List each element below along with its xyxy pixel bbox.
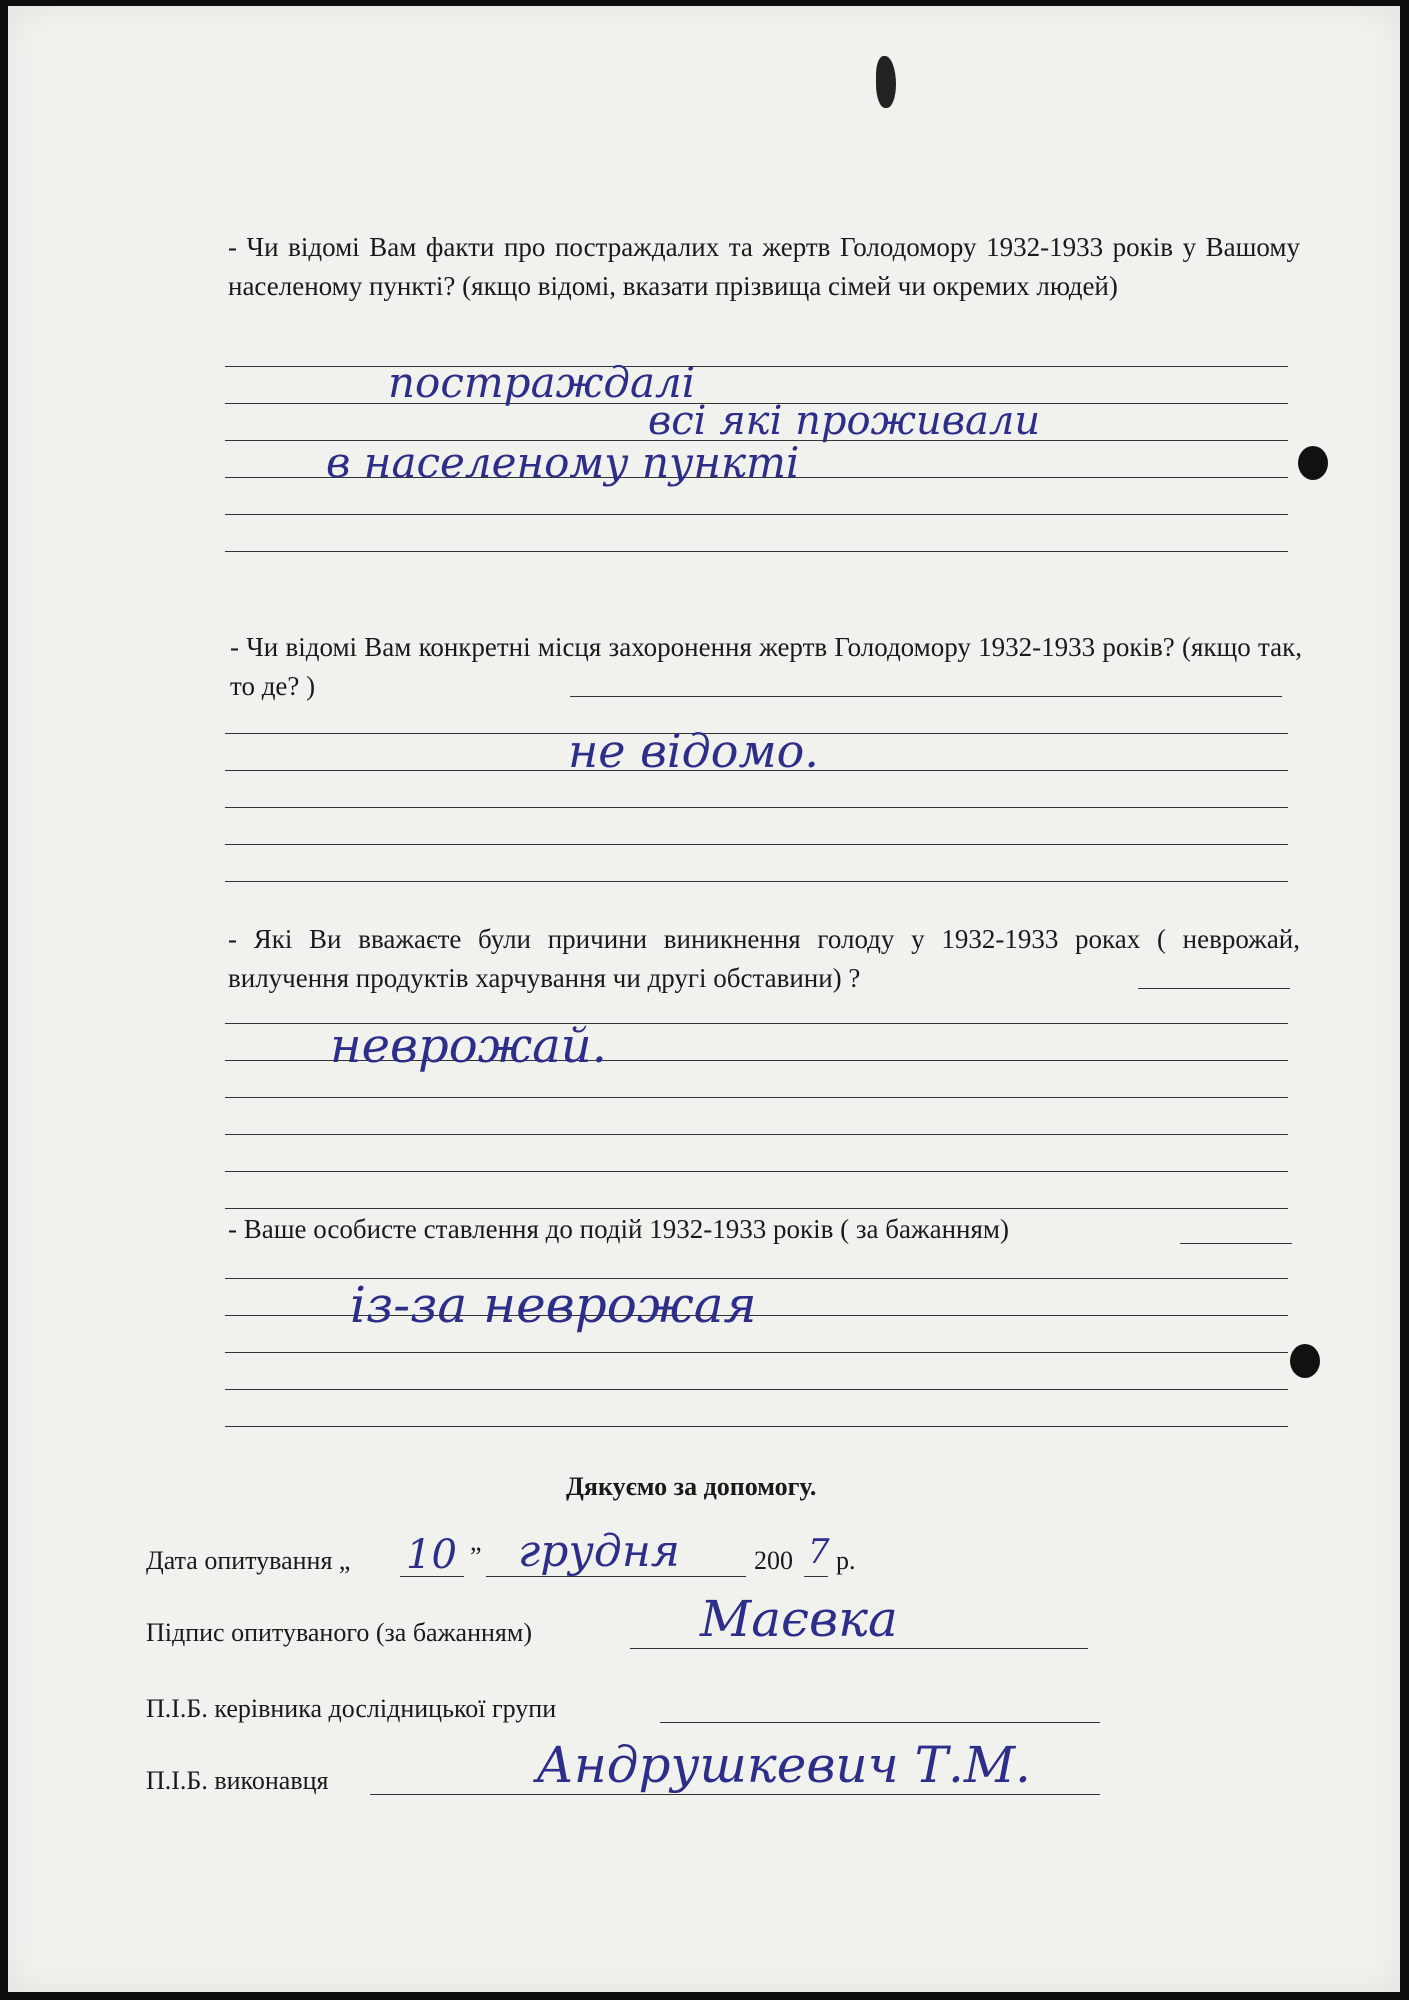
answer-line: [225, 1389, 1288, 1390]
answer-line: [225, 551, 1288, 552]
answer-line: [225, 881, 1288, 882]
date-month-value: грудня: [518, 1526, 680, 1577]
answer-line: [225, 1134, 1288, 1135]
answer-line: [225, 514, 1288, 515]
handwritten-answer: постраждалі: [388, 358, 696, 407]
handwritten-answer: в населеному пункті: [326, 438, 800, 487]
date-year-line: [804, 1576, 828, 1577]
executor-label: П.І.Б. виконавця: [146, 1766, 329, 1795]
date-year-prefix: 200: [754, 1546, 793, 1575]
answer-line: [570, 696, 1282, 697]
answer-line: [1138, 988, 1290, 989]
signature-line: [630, 1648, 1088, 1649]
answer-line: [1180, 1243, 1292, 1244]
date-label: Дата опитування „: [146, 1546, 351, 1575]
punch-hole: [1290, 1344, 1320, 1378]
handwritten-answer: всі які проживали: [648, 398, 1041, 444]
answer-line: [225, 1208, 1288, 1209]
executor-value: Андрушкевич Т.М.: [536, 1736, 1031, 1794]
date-year-digit: 7: [808, 1532, 830, 1572]
handwritten-answer: із-за неврожая: [350, 1276, 757, 1334]
date-day-value: 10: [406, 1532, 457, 1578]
answer-line: [225, 807, 1288, 808]
handwritten-answer: неврожай.: [330, 1018, 607, 1074]
answer-line: [225, 1352, 1288, 1353]
questionnaire-page: [8, 6, 1400, 1992]
leader-label: П.І.Б. керівника дослідницької групи: [146, 1694, 557, 1723]
question-1-text: - Чи відомі Вам факти про постраждалих та жертв Голодомору 1932-1933 років у Вашому населеному пункті? (якщо відомі, вказати прізвища сімей чи окремих людей): [228, 232, 1300, 301]
handwritten-answer: не відомо.: [568, 724, 819, 778]
answer-line: [225, 1097, 1288, 1098]
ink-mark: [876, 56, 896, 108]
signature-value: Маєвка: [700, 1590, 898, 1648]
question-3-text: - Які Ви вважаєте були причини виникнення голоду у 1932-1933 роках ( неврожай, вилучення продуктів харчування чи другі обставини) ?: [228, 924, 1300, 993]
executor-line: [370, 1794, 1100, 1795]
answer-line: [225, 1171, 1288, 1172]
punch-hole: [1298, 446, 1328, 480]
signature-label: Підпис опитуваного (за бажанням): [146, 1618, 532, 1647]
date-quote: ”: [470, 1542, 482, 1571]
question-4-text: - Ваше особисте ставлення до подій 1932-1933 років ( за бажанням): [228, 1214, 1009, 1244]
answer-line: [225, 844, 1288, 845]
answer-line: [225, 366, 1288, 367]
thanks-heading: Дякуємо за допомогу.: [566, 1472, 817, 1501]
leader-line: [660, 1722, 1100, 1723]
date-suffix: р.: [836, 1546, 856, 1575]
question-2-text: - Чи відомі Вам конкретні місця захоронення жертв Голодомору 1932-1933 років? (якщо так, то де? ): [230, 632, 1302, 701]
answer-line: [225, 1426, 1288, 1427]
